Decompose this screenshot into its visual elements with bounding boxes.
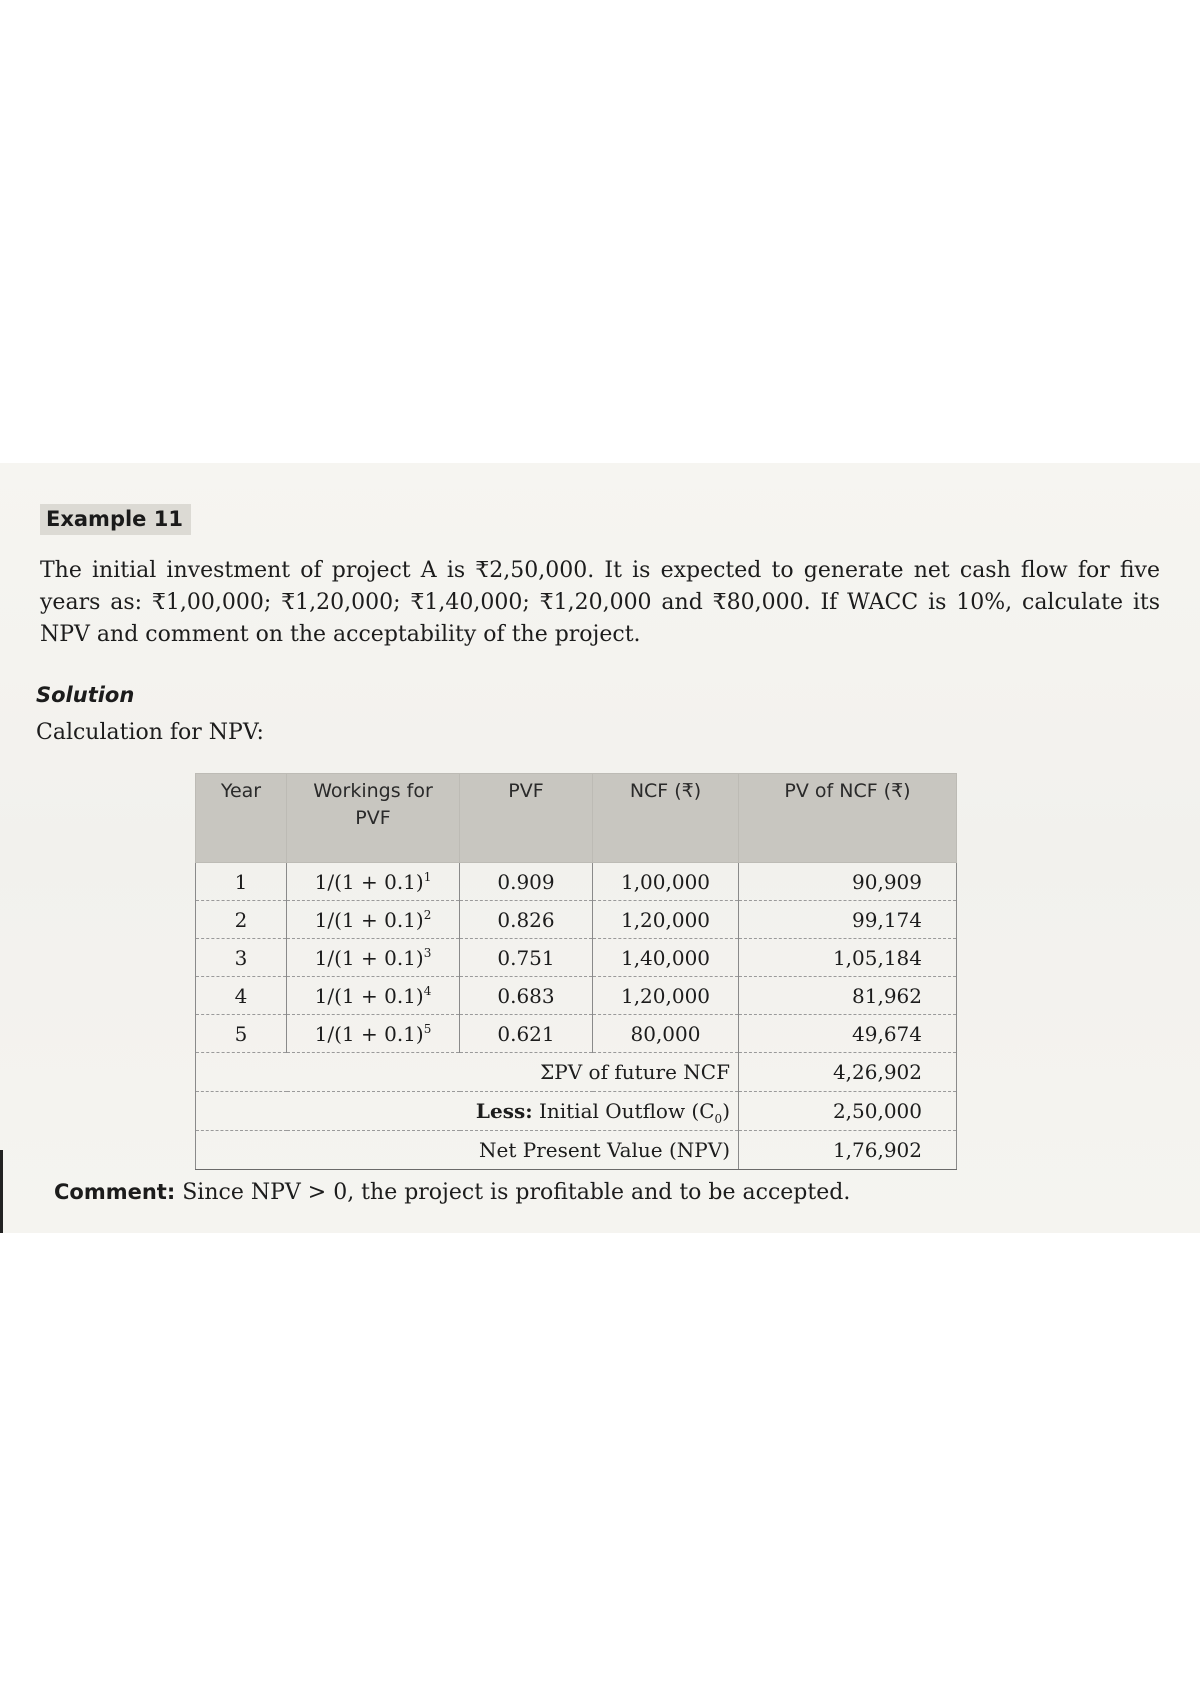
pv-cell: 49,674 bbox=[739, 1015, 957, 1053]
header-pv-ncf: PV of NCF (₹) bbox=[739, 774, 957, 863]
working-exponent: 4 bbox=[423, 983, 432, 998]
comment-line bbox=[54, 1180, 850, 1205]
working-base: 1/(1 + 0.1) bbox=[314, 983, 424, 1008]
example-label: Example 11 bbox=[40, 504, 191, 535]
npv-label: Net Present Value (NPV) bbox=[479, 1138, 730, 1162]
ncf-cell: 1,20,000 bbox=[593, 901, 739, 939]
page-edge-shadow bbox=[0, 1150, 3, 1233]
working-cell bbox=[287, 1015, 460, 1053]
working-base: 1/(1 + 0.1) bbox=[314, 907, 424, 932]
comment-text: Since NPV > 0, the project is profitable and to be accepted. bbox=[175, 1180, 851, 1205]
working-base: 1/(1 + 0.1) bbox=[314, 1021, 424, 1046]
header-pvf: PVF bbox=[460, 774, 593, 863]
initial-outflow-value: 2,50,000 bbox=[739, 1092, 957, 1131]
table-header-row bbox=[196, 774, 957, 863]
sum-pv-row bbox=[196, 1053, 957, 1092]
pvf-cell: 0.751 bbox=[460, 939, 593, 977]
ncf-cell: 1,20,000 bbox=[593, 977, 739, 1015]
initial-outflow-close: ) bbox=[722, 1099, 730, 1123]
header-workings: Workings for PVF bbox=[287, 774, 460, 863]
table-row bbox=[196, 901, 957, 939]
initial-outflow-label-cell bbox=[196, 1092, 739, 1131]
year-cell: 1 bbox=[196, 863, 287, 901]
question-text: The initial investment of project A is ₹2,50,000. It is expected to generate net cash flow for five years as: ₹1,00,000; ₹1,20,000; ₹1,40,000; ₹1,20,000 and ₹80,000. If WACC is 10%, calculate its NPV and comment on the acceptability of the project. bbox=[40, 558, 1160, 647]
initial-outflow-label: Initial Outflow (C bbox=[532, 1099, 715, 1123]
less-label: Less: bbox=[475, 1099, 533, 1123]
npv-label-cell bbox=[196, 1131, 739, 1170]
working-cell bbox=[287, 863, 460, 901]
npv-value: 1,76,902 bbox=[739, 1131, 957, 1170]
working-exponent: 3 bbox=[423, 945, 432, 960]
working-exponent: 5 bbox=[423, 1021, 432, 1036]
pvf-cell: 0.621 bbox=[460, 1015, 593, 1053]
table-row bbox=[196, 863, 957, 901]
working-base: 1/(1 + 0.1) bbox=[314, 869, 424, 894]
ncf-cell: 1,40,000 bbox=[593, 939, 739, 977]
pvf-cell: 0.683 bbox=[460, 977, 593, 1015]
year-cell: 4 bbox=[196, 977, 287, 1015]
ncf-cell: 80,000 bbox=[593, 1015, 739, 1053]
working-exponent: 1 bbox=[423, 869, 432, 884]
table-row bbox=[196, 1015, 957, 1053]
header-ncf: NCF (₹) bbox=[593, 774, 739, 863]
pvf-cell: 0.909 bbox=[460, 863, 593, 901]
npv-table bbox=[195, 773, 957, 1170]
table-row bbox=[196, 977, 957, 1015]
year-cell: 3 bbox=[196, 939, 287, 977]
ncf-cell: 1,00,000 bbox=[593, 863, 739, 901]
pv-cell: 90,909 bbox=[739, 863, 957, 901]
working-exponent: 2 bbox=[423, 907, 432, 922]
year-cell: 2 bbox=[196, 901, 287, 939]
npv-row bbox=[196, 1131, 957, 1170]
calculation-label: Calculation for NPV: bbox=[36, 720, 264, 745]
sum-pv-value: 4,26,902 bbox=[739, 1053, 957, 1092]
year-cell: 5 bbox=[196, 1015, 287, 1053]
working-base: 1/(1 + 0.1) bbox=[314, 945, 424, 970]
initial-outflow-row bbox=[196, 1092, 957, 1131]
working-cell bbox=[287, 977, 460, 1015]
pv-cell: 81,962 bbox=[739, 977, 957, 1015]
outflow-subscript: 0 bbox=[714, 1112, 723, 1126]
pv-cell: 99,174 bbox=[739, 901, 957, 939]
comment-label: Comment: bbox=[54, 1180, 176, 1204]
sum-pv-label: ΣPV of future NCF bbox=[540, 1060, 730, 1084]
sum-pv-label-cell bbox=[196, 1053, 739, 1092]
pv-cell: 1,05,184 bbox=[739, 939, 957, 977]
working-cell bbox=[287, 901, 460, 939]
table-row bbox=[196, 939, 957, 977]
header-year: Year bbox=[196, 774, 287, 863]
working-cell bbox=[287, 939, 460, 977]
solution-heading: Solution bbox=[36, 683, 135, 707]
pvf-cell: 0.826 bbox=[460, 901, 593, 939]
